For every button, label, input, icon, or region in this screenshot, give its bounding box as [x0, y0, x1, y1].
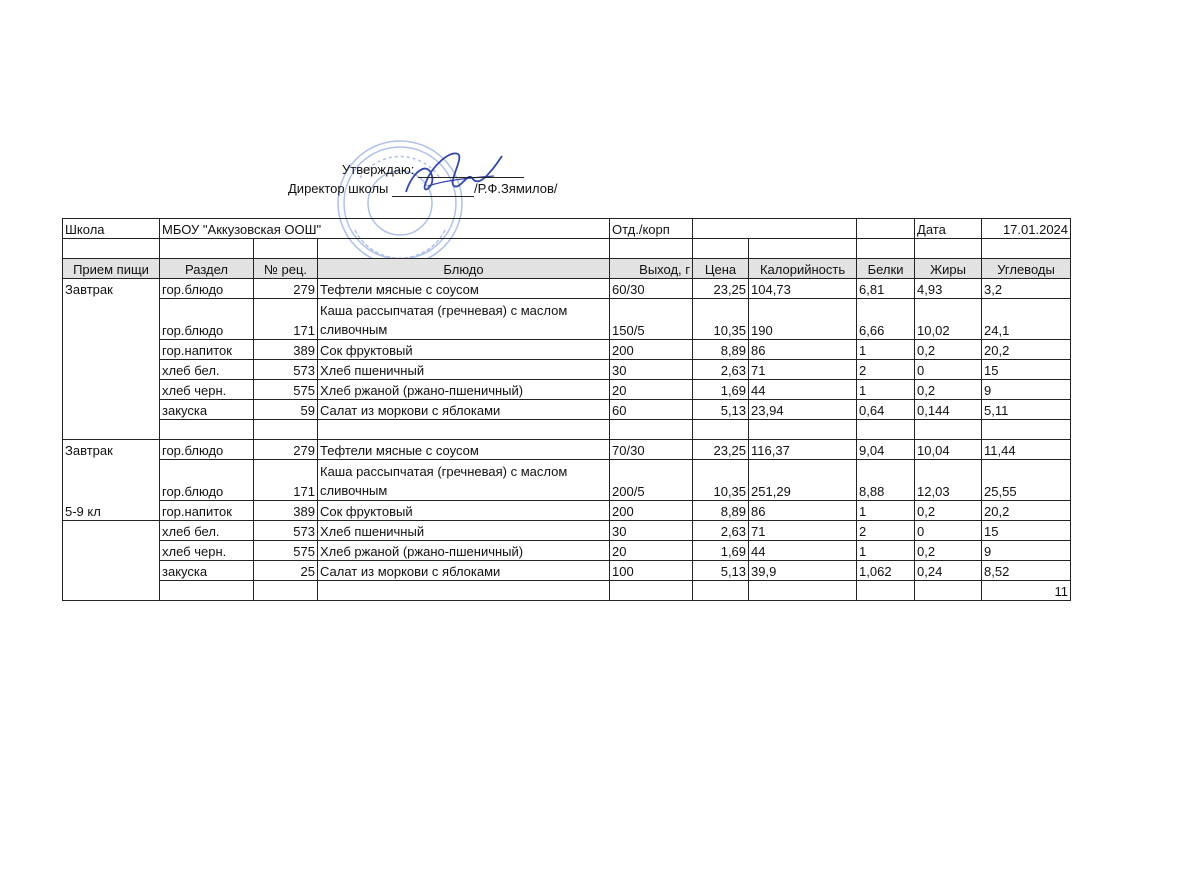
column-header-row [63, 259, 1071, 279]
carbs-cell: 15 [982, 521, 1071, 541]
output-cell: 30 [610, 521, 693, 541]
section-cell: хлеб бел. [160, 360, 254, 380]
table-row [63, 581, 1071, 601]
recipe-cell: 171 [254, 299, 318, 340]
carbs-cell: 9 [982, 380, 1071, 400]
kcal-cell: 71 [749, 360, 857, 380]
carbs-cell: 9 [982, 541, 1071, 561]
fat-cell: 0 [915, 360, 982, 380]
carbs-cell: 5,11 [982, 400, 1071, 420]
director-label: Директор школы [288, 181, 389, 196]
col-header: № рец. [254, 259, 318, 279]
output-cell: 60 [610, 400, 693, 420]
kcal-cell: 44 [749, 380, 857, 400]
recipe-cell: 59 [254, 400, 318, 420]
dish-cell: Салат из моркови с яблоками [318, 561, 610, 581]
date-value: 17.01.2024 [982, 219, 1071, 239]
recipe-cell: 171 [254, 460, 318, 501]
recipe-cell: 575 [254, 380, 318, 400]
price-cell: 8,89 [693, 501, 749, 521]
output-cell: 150/5 [610, 299, 693, 340]
kcal-cell: 190 [749, 299, 857, 340]
recipe-cell: 389 [254, 501, 318, 521]
kcal-cell: 71 [749, 521, 857, 541]
section-cell: гор.блюдо [160, 299, 254, 340]
section-cell: гор.напиток [160, 501, 254, 521]
section-cell: закуска [160, 561, 254, 581]
protein-cell: 1,062 [857, 561, 915, 581]
recipe-cell: 573 [254, 521, 318, 541]
fat-cell: 0,2 [915, 541, 982, 561]
recipe-cell: 573 [254, 360, 318, 380]
section-cell: хлеб черн. [160, 380, 254, 400]
table-row [63, 279, 1071, 299]
meal-label: Завтрак [63, 279, 160, 299]
fat-cell: 12,03 [915, 460, 982, 501]
protein-cell: 1 [857, 380, 915, 400]
dish-cell: Хлеб ржаной (ржано-пшеничный) [318, 380, 610, 400]
price-cell: 10,35 [693, 460, 749, 501]
dish-cell: Тефтели мясные с соусом [318, 440, 610, 460]
carbs-cell: 25,55 [982, 460, 1071, 501]
table-row [63, 420, 1071, 440]
output-cell: 20 [610, 380, 693, 400]
carbs-cell: 24,1 [982, 299, 1071, 340]
protein-cell: 6,81 [857, 279, 915, 299]
protein-cell: 1 [857, 501, 915, 521]
table-row [63, 340, 1071, 360]
recipe-cell: 389 [254, 340, 318, 360]
approve-label: Утверждаю: [342, 162, 415, 177]
section-cell: гор.блюдо [160, 460, 254, 501]
fat-cell: 0,144 [915, 400, 982, 420]
carbs-cell: 8,52 [982, 561, 1071, 581]
price-cell: 23,25 [693, 279, 749, 299]
fat-cell: 0,24 [915, 561, 982, 581]
carbs-cell: 20,2 [982, 340, 1071, 360]
col-header: Выход, г [610, 259, 693, 279]
section-cell: хлеб черн. [160, 541, 254, 561]
col-header: Углеводы [982, 259, 1071, 279]
kcal-cell: 39,9 [749, 561, 857, 581]
dept-label: Отд./корп [610, 219, 693, 239]
price-cell: 10,35 [693, 299, 749, 340]
protein-cell: 0,64 [857, 400, 915, 420]
col-header: Жиры [915, 259, 982, 279]
carbs-cell: 11,44 [982, 440, 1071, 460]
section-cell: гор.напиток [160, 340, 254, 360]
protein-cell: 1 [857, 340, 915, 360]
protein-cell: 2 [857, 360, 915, 380]
price-cell: 1,69 [693, 541, 749, 561]
section-cell: закуска [160, 400, 254, 420]
info-row [63, 219, 1071, 239]
dish-cell: Сок фруктовый [318, 340, 610, 360]
output-cell: 100 [610, 561, 693, 581]
dish-cell: Сок фруктовый [318, 501, 610, 521]
recipe-cell: 25 [254, 561, 318, 581]
output-cell: 200/5 [610, 460, 693, 501]
table-row [63, 400, 1071, 420]
protein-cell: 6,66 [857, 299, 915, 340]
kcal-cell: 86 [749, 501, 857, 521]
table-row [63, 501, 1071, 521]
kcal-cell: 116,37 [749, 440, 857, 460]
output-cell: 30 [610, 360, 693, 380]
fat-cell: 0 [915, 521, 982, 541]
output-cell: 20 [610, 541, 693, 561]
col-header: Белки [857, 259, 915, 279]
protein-cell: 8,88 [857, 460, 915, 501]
fat-cell: 0,2 [915, 501, 982, 521]
school-label: Школа [63, 219, 160, 239]
col-header: Цена [693, 259, 749, 279]
grade-label: 5-9 кл [63, 501, 160, 521]
price-cell: 1,69 [693, 380, 749, 400]
price-cell: 8,89 [693, 340, 749, 360]
section-cell: хлеб бел. [160, 521, 254, 541]
table-row [63, 380, 1071, 400]
table-row [63, 460, 1071, 501]
protein-cell: 1 [857, 541, 915, 561]
table-row [63, 541, 1071, 561]
recipe-cell: 279 [254, 440, 318, 460]
price-cell: 5,13 [693, 400, 749, 420]
table-row [63, 360, 1071, 380]
director-line [288, 181, 558, 197]
table-row [63, 521, 1071, 541]
kcal-cell: 104,73 [749, 279, 857, 299]
menu-table [62, 218, 1071, 601]
col-header: Раздел [160, 259, 254, 279]
director-name: /Р.Ф.Зямилов/ [474, 181, 558, 196]
school-name: МБОУ "Аккузовская ООШ" [160, 219, 610, 239]
col-header: Прием пищи [63, 259, 160, 279]
col-header: Блюдо [318, 259, 610, 279]
dish-cell: Каша рассыпчатая (гречневая) с маслом сливочным [318, 460, 610, 501]
dish-cell: Каша рассыпчатая (гречневая) с маслом сливочным [318, 299, 610, 340]
table-row [63, 440, 1071, 460]
dish-cell: Хлеб пшеничный [318, 521, 610, 541]
table-row [63, 561, 1071, 581]
approve-line [342, 162, 524, 178]
fat-cell: 4,93 [915, 279, 982, 299]
kcal-cell: 44 [749, 541, 857, 561]
carbs-cell: 3,2 [982, 279, 1071, 299]
fat-cell: 0,2 [915, 340, 982, 360]
output-cell: 60/30 [610, 279, 693, 299]
dish-cell: Салат из моркови с яблоками [318, 400, 610, 420]
output-cell: 70/30 [610, 440, 693, 460]
col-header: Калорийность [749, 259, 857, 279]
price-cell: 23,25 [693, 440, 749, 460]
carbs-cell: 20,2 [982, 501, 1071, 521]
table-row [63, 299, 1071, 340]
dept-value [693, 219, 857, 239]
kcal-cell: 86 [749, 340, 857, 360]
fat-cell: 10,02 [915, 299, 982, 340]
dish-cell: Хлеб пшеничный [318, 360, 610, 380]
price-cell: 2,63 [693, 521, 749, 541]
fat-cell: 0,2 [915, 380, 982, 400]
output-cell: 200 [610, 501, 693, 521]
dish-cell: Тефтели мясные с соусом [318, 279, 610, 299]
carbs-cell: 15 [982, 360, 1071, 380]
output-cell: 200 [610, 340, 693, 360]
info-blank [857, 219, 915, 239]
dish-cell: Хлеб ржаной (ржано-пшеничный) [318, 541, 610, 561]
kcal-cell: 251,29 [749, 460, 857, 501]
section-cell: гор.блюдо [160, 440, 254, 460]
recipe-cell: 575 [254, 541, 318, 561]
price-cell: 5,13 [693, 561, 749, 581]
approval-block [0, 0, 600, 200]
recipe-cell: 279 [254, 279, 318, 299]
kcal-cell: 23,94 [749, 400, 857, 420]
protein-cell: 9,04 [857, 440, 915, 460]
meal-label: Завтрак [63, 440, 160, 460]
protein-cell: 2 [857, 521, 915, 541]
date-label: Дата [915, 219, 982, 239]
fat-cell: 10,04 [915, 440, 982, 460]
page-number: 11 [982, 581, 1071, 601]
spacer-row [63, 239, 1071, 259]
section-cell: гор.блюдо [160, 279, 254, 299]
price-cell: 2,63 [693, 360, 749, 380]
